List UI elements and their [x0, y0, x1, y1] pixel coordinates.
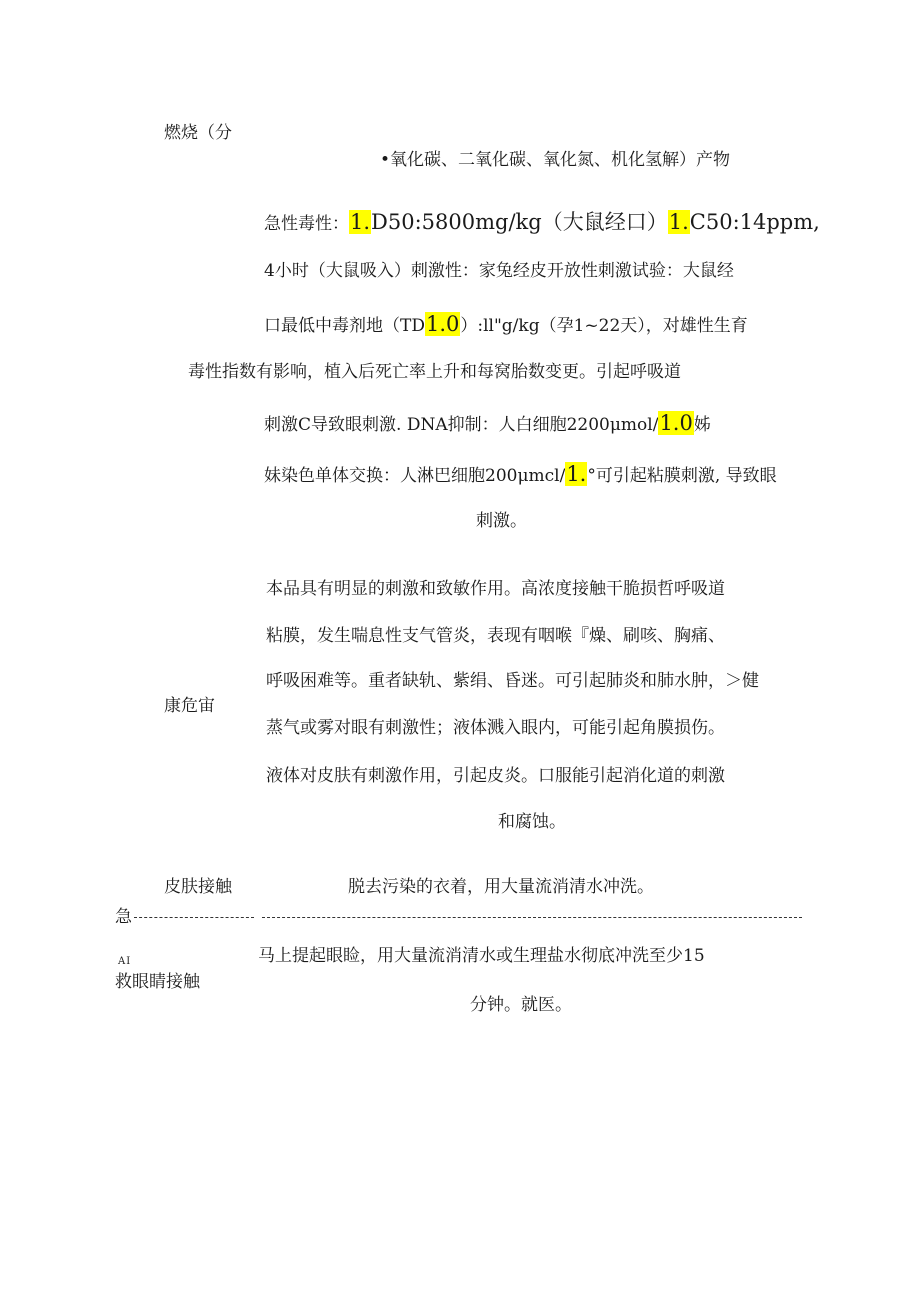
toxicity-line-3	[264, 310, 748, 338]
toxicity-line-7: 刺激。	[476, 511, 527, 531]
divider-line	[262, 917, 802, 918]
ai-mark: AI	[118, 956, 132, 967]
toxicity-line-6	[264, 460, 777, 488]
health-line: 粘膜，发生喘息性支气管炎，表现有咽喉『燥、刷咳、胸痛、	[266, 626, 725, 646]
toxicity-text: °可引起粘膜刺激, 导致眼	[587, 466, 777, 486]
health-line: 蒸气或雾对眼有刺激性；液体溅入眼内，可能引起角膜损伤。	[266, 718, 725, 738]
combustion-label: 燃烧（分	[164, 123, 232, 143]
acute-toxicity-line	[264, 208, 820, 236]
highlight-mark: 1.	[350, 210, 371, 234]
skin-contact-label: 皮肤接触	[164, 877, 232, 897]
divider-line	[134, 917, 254, 918]
health-hazard-label: 康危宙	[164, 696, 215, 716]
toxicity-line-2: 4小时（大鼠吸入）刺激性：家兔经皮开放性刺激试验：大鼠经	[264, 261, 734, 281]
highlight-mark: 1.0	[425, 312, 460, 336]
eye-contact-label: 救眼睛接触	[115, 972, 200, 992]
skin-contact-text: 脱去污染的衣着，用大量流消清水冲洗。	[348, 877, 654, 897]
health-line: 本品具有明显的刺激和致敏作用。高浓度接触干脆损哲呼吸道	[266, 579, 725, 599]
health-line: 和腐蚀。	[498, 812, 566, 832]
toxicity-text: 刺激C导致眼刺激. DNA抑制：人白细胞2200μmol/	[264, 415, 659, 435]
toxicity-text: 姊	[693, 415, 711, 435]
eye-contact-line-1: 马上提起眼睑，用大量流消清水或生理盐水彻底冲洗至少15	[258, 946, 705, 966]
eye-contact-line-2: 分钟。就医。	[470, 995, 572, 1015]
combustion-products: •氧化碳、二氧化碳、氧化氮、机化氢解）产物	[380, 150, 731, 170]
first-aid-char: 急	[115, 907, 132, 927]
health-line: 液体对皮肤有刺激作用，引起皮炎。口服能引起消化道的刺激	[266, 766, 725, 786]
toxicity-text: 口最低中毒剂地（TD	[264, 316, 425, 336]
toxicity-text: ）:ll"g/kg（孕1~22天），对雄性生育	[460, 316, 748, 336]
toxicity-line-5	[264, 409, 711, 437]
toxicity-label: 急性毒性：	[264, 214, 349, 234]
lc50-value: C50:14ppm,	[689, 210, 820, 234]
health-line: 呼吸困难等。重者缺轨、紫绢、昏迷。可引起肺炎和肺水肿，＞健	[266, 671, 759, 691]
highlight-mark: 1.0	[659, 411, 693, 435]
ld50-value: D50:5800mg/kg（大鼠经口）	[371, 210, 668, 234]
highlight-mark: 1.	[668, 210, 689, 234]
highlight-mark: 1.	[566, 462, 587, 486]
toxicity-text: 妹染色单体交换：人淋巴细胞200μmcl/	[264, 466, 566, 486]
toxicity-line-4: 毒性指数有影响，植入后死亡率上升和每窝胎数变更。引起呼吸道	[188, 362, 681, 382]
